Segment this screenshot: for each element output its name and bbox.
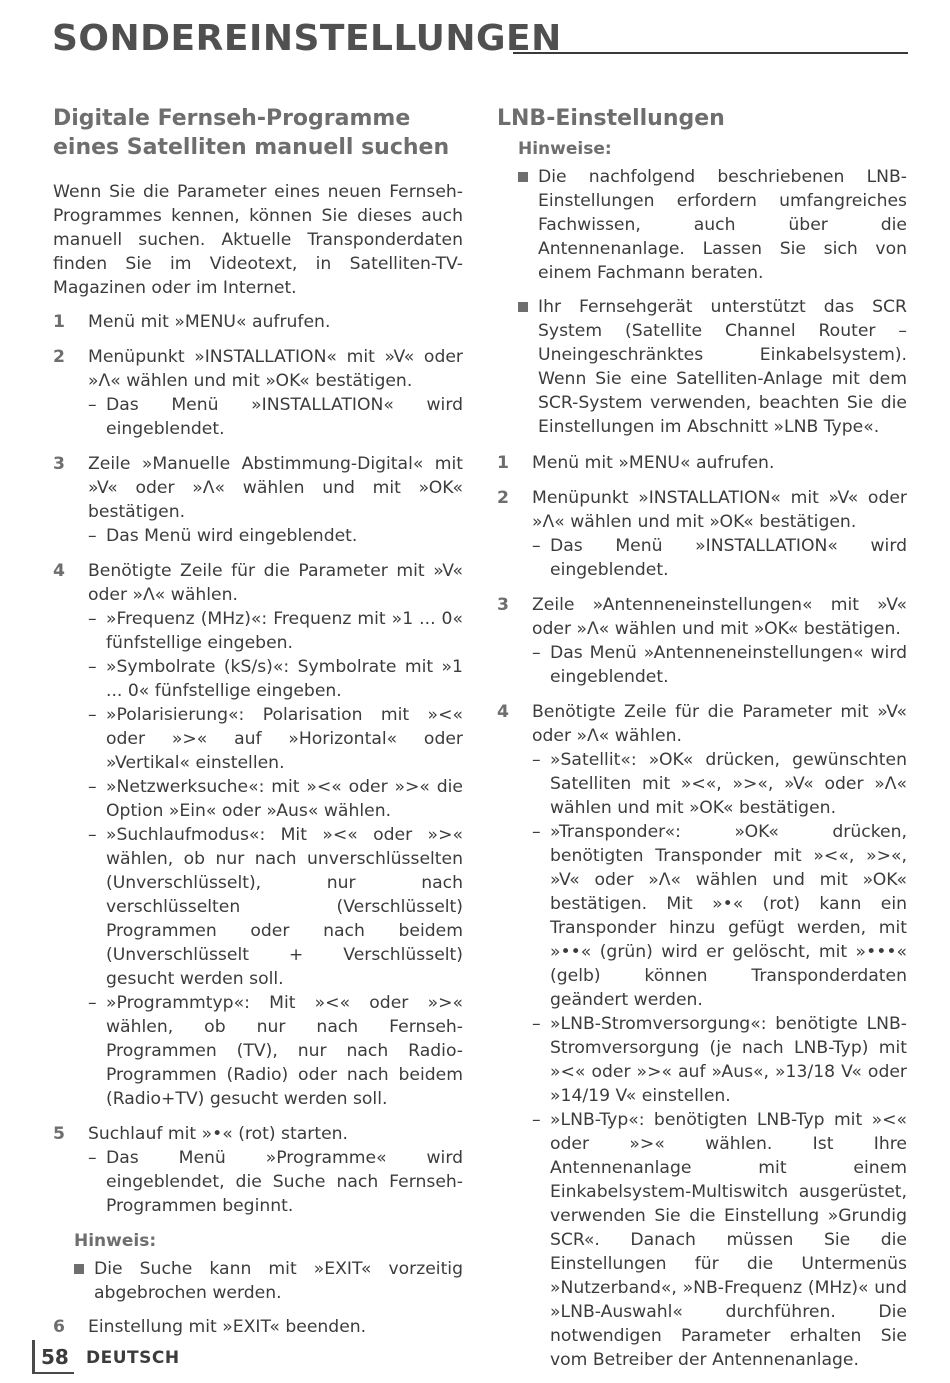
step-number: 5 bbox=[53, 1124, 65, 1144]
page-footer bbox=[32, 1340, 192, 1374]
option-satellite: – »Satellit«: »OK« drücken, gewünschten Satelliten mit »<«, »>«, »V« oder »Λ« wählen und mit »OK« bestätigen. bbox=[532, 750, 907, 818]
step-number: 2 bbox=[497, 488, 509, 508]
hints-box bbox=[518, 137, 907, 439]
step-result-text: Das Menü »INSTALLATION« wird eingeblendet. bbox=[106, 395, 463, 439]
option-symbol-rate: – »Symbolrate (kS/s)«: Symbolrate mit »1 ... 0« fünfstellige eingeben. bbox=[88, 657, 463, 701]
option-text: »Transponder«: »OK« drücken, benötigten Transponder mit »<«, »>«, »V« oder »Λ« wählen und mit »OK« bestätigen. Mit »•« (rot) kann ein Transponder hinzu gefügt werden, mit »••« (grün) wird er gelöscht, mit »•••« (gelb) können Transponderdaten geändert werden. bbox=[550, 822, 907, 1010]
step-result-text: Das Menü »Programme« wird eingeblendet, die Suche nach Fernseh-Programmen beginnt. bbox=[106, 1148, 463, 1216]
option-text: »LNB-Stromversorgung«: benötigte LNB-Stromversorgung (je nach LNB-Typ) mit »<« oder »>« auf »Aus«, »13/18 V« oder »14/19 V« einstellen. bbox=[550, 1014, 907, 1106]
option-lnb-power: – »LNB-Stromversorgung«: benötigte LNB-Stromversorgung (je nach LNB-Typ) mit »<« oder »>« auf »Aus«, »13/18 V« oder »14/19 V« einstellen. bbox=[532, 1014, 907, 1106]
footer-bar bbox=[32, 1340, 35, 1374]
option-polarization: – »Polarisierung«: Polarisation mit »<« oder »>« auf »Horizontal« oder »Vertikal« einstellen. bbox=[88, 705, 463, 773]
hint-title: Hinweis: bbox=[74, 1231, 157, 1251]
step-5 bbox=[53, 1122, 463, 1218]
option-text: »Programmtyp«: Mit »<« oder »>« wählen, ob nur nach Fernseh-Programmen (TV), nur nach Radio-Programmen (Radio) oder nach beidem (Radio+TV) gesucht werden soll. bbox=[106, 993, 463, 1109]
step-result: – Das Menü »Antenneneinstellungen« wird eingeblendet. bbox=[532, 643, 907, 687]
option-text: »Suchlaufmodus«: Mit »<« oder »>« wählen, ob nur nach unverschlüsselten (Unverschlüsselt), nur nach verschlüsselten (Verschlüsselt) Programmen oder nach beidem (Unverschlüsselt + Verschlüsselt) gesucht werden soll. bbox=[106, 825, 463, 989]
option-program-type: – »Programmtyp«: Mit »<« oder »>« wählen, ob nur nach Fernseh-Programmen (TV), nur nach Radio-Programmen (Radio) oder nach beidem (Radio+TV) gesucht werden soll. bbox=[88, 993, 463, 1109]
step-text: Menü mit »MENU« aufrufen. bbox=[88, 312, 331, 332]
page-title: SONDEREINSTELLUNGEN bbox=[52, 18, 562, 59]
left-column bbox=[53, 104, 463, 1350]
step-number: 4 bbox=[53, 561, 65, 581]
step-number: 1 bbox=[53, 312, 65, 332]
hint-item bbox=[518, 165, 907, 285]
step-text: Zeile »Antenneneinstellungen« mit »V« oder »Λ« wählen und mit »OK« bestätigen. bbox=[532, 595, 907, 639]
step-text: Einstellung mit »EXIT« beenden. bbox=[88, 1317, 367, 1337]
step-4 bbox=[53, 559, 463, 1111]
hint-text: Ihr Fernsehgerät unterstützt das SCR System (Satellite Channel Router – Uneingeschränktes Einkabelsystem). Wenn Sie eine Satelliten-Anlage mit dem SCR-System verwenden, beachten Sie die Einstellungen im Abschnitt »LNB Type«. bbox=[538, 297, 907, 437]
option-frequency: – »Frequenz (MHz)«: Frequenz mit »1 ... 0« fünfstellige eingeben. bbox=[88, 609, 463, 653]
step-number: 3 bbox=[53, 454, 65, 474]
option-text: »Netzwerksuche«: mit »<« oder »>« die Option »Ein« oder »Aus« wählen. bbox=[106, 777, 463, 821]
step-number: 3 bbox=[497, 595, 509, 615]
square-bullet-icon bbox=[518, 302, 528, 312]
right-column bbox=[497, 104, 907, 1383]
hints-title: Hinweise: bbox=[518, 139, 612, 159]
option-transponder: – »Transponder«: »OK« drücken, benötigten Transponder mit »<«, »>«, »V« oder »Λ« wählen und mit »OK« bestätigen. Mit »•« (rot) kann ein Transponder hinzu gefügt werden, mit »••« (grün) wird er gelöscht, mit »•••« (gelb) können Transponderdaten geändert werden. bbox=[532, 822, 907, 1010]
title-rule bbox=[513, 52, 908, 54]
option-text: »LNB-Typ«: benötigten LNB-Typ mit »<« oder »>« wählen. Ist Ihre Antennenanlage mit einem Einkabelsystem-Multiswitch ausgerüstet, verwenden Sie die Einstellung »Grundig SCR«. Danach müssen Sie die Einstellungen für die Untermenüs »Nutzerband«, »NB-Frequenz (MHz)« und »LNB-Auswahl« durchführen. Die notwendigen Parameter erhalten Sie vom Betreiber der Antennenanlage. bbox=[550, 1110, 907, 1370]
step-text: Benötigte Zeile für die Parameter mit »V« oder »Λ« wählen. bbox=[88, 561, 463, 605]
square-bullet-icon bbox=[518, 172, 528, 182]
hint-item bbox=[74, 1257, 463, 1305]
step-result: – Das Menü »INSTALLATION« wird eingeblendet. bbox=[532, 536, 907, 580]
option-search-mode: – »Suchlaufmodus«: Mit »<« oder »>« wählen, ob nur nach unverschlüsselten (Unverschlüsselt), nur nach verschlüsselten (Verschlüsselt) Programmen oder nach beidem (Unverschlüsselt + Verschlüsselt) gesucht werden soll. bbox=[88, 825, 463, 989]
step-1 bbox=[497, 451, 907, 475]
step-number: 2 bbox=[53, 347, 65, 367]
hint-box bbox=[74, 1229, 463, 1305]
square-bullet-icon bbox=[74, 1264, 84, 1274]
section-heading-manual-search: Digitale Fernseh-Programme eines Satelliten manuell suchen bbox=[53, 106, 450, 160]
step-text: Benötigte Zeile für die Parameter mit »V« oder »Λ« wählen. bbox=[532, 702, 907, 746]
step-result: – Das Menü wird eingeblendet. bbox=[88, 526, 358, 546]
option-network-search: – »Netzwerksuche«: mit »<« oder »>« die Option »Ein« oder »Aus« wählen. bbox=[88, 777, 463, 821]
option-text: »Symbolrate (kS/s)«: Symbolrate mit »1 ... 0« fünfstellige eingeben. bbox=[106, 657, 463, 701]
page-language: DEUTSCH bbox=[86, 1348, 180, 1368]
step-text: Suchlauf mit »•« (rot) starten. bbox=[88, 1124, 348, 1144]
step-result: – Das Menü »Programme« wird eingeblendet, die Suche nach Fernseh-Programmen beginnt. bbox=[88, 1148, 463, 1216]
step-number: 6 bbox=[53, 1317, 65, 1337]
page-number: 58 bbox=[41, 1345, 69, 1369]
intro-paragraph: Wenn Sie die Parameter eines neuen Fernseh-Programmes kennen, können Sie dieses auch manuell suchen. Aktuelle Transponderdaten finden Sie im Videotext, in Satelliten-TV-Magazinen oder im Internet. bbox=[53, 182, 463, 298]
step-result-text: Das Menü »Antenneneinstellungen« wird eingeblendet. bbox=[550, 643, 907, 687]
option-text: »Polarisierung«: Polarisation mit »<« oder »>« auf »Horizontal« oder »Vertikal« einstellen. bbox=[106, 705, 463, 773]
hint-item bbox=[518, 295, 907, 439]
step-3 bbox=[497, 593, 907, 689]
step-number: 1 bbox=[497, 453, 509, 473]
step-result-text: Das Menü wird eingeblendet. bbox=[106, 526, 358, 546]
step-1 bbox=[53, 310, 463, 334]
step-result: – Das Menü »INSTALLATION« wird eingeblendet. bbox=[88, 395, 463, 439]
section-heading-lnb: LNB-Einstellungen bbox=[497, 106, 725, 131]
step-2 bbox=[53, 345, 463, 441]
option-lnb-type: – »LNB-Typ«: benötigten LNB-Typ mit »<« oder »>« wählen. Ist Ihre Antennenanlage mit einem Einkabelsystem-Multiswitch ausgerüstet, verwenden Sie die Einstellung »Grundig SCR«. Danach müssen Sie die Einstellungen für die Untermenüs »Nutzerband«, »NB-Frequenz (MHz)« und »LNB-Auswahl« durchführen. Die notwendigen Parameter erhalten Sie vom Betreiber der Antennenanlage. bbox=[532, 1110, 907, 1370]
step-result-text: Das Menü »INSTALLATION« wird eingeblendet. bbox=[550, 536, 907, 580]
option-text: »Frequenz (MHz)«: Frequenz mit »1 ... 0« fünfstellige eingeben. bbox=[106, 609, 463, 653]
step-3 bbox=[53, 452, 463, 548]
hint-text: Die nachfolgend beschriebenen LNB-Einstellungen erfordern umfangreiches Fachwissen, auch über die Antennenanlage. Lassen Sie sich von einem Fachmann beraten. bbox=[538, 167, 907, 283]
hint-text: Die Suche kann mit »EXIT« vorzeitig abgebrochen werden. bbox=[94, 1259, 463, 1303]
step-text: Menüpunkt »INSTALLATION« mit »V« oder »Λ« wählen und mit »OK« bestätigen. bbox=[532, 488, 907, 532]
option-text: »Satellit«: »OK« drücken, gewünschten Satelliten mit »<«, »>«, »V« oder »Λ« wählen und mit »OK« bestätigen. bbox=[550, 750, 907, 818]
step-4 bbox=[497, 700, 907, 1372]
step-text: Zeile »Manuelle Abstimmung-Digital« mit »V« oder »Λ« wählen und mit »OK« bestätigen. bbox=[88, 454, 463, 522]
step-6 bbox=[53, 1315, 463, 1339]
step-text: Menü mit »MENU« aufrufen. bbox=[532, 453, 775, 473]
step-number: 4 bbox=[497, 702, 509, 722]
step-text: Menüpunkt »INSTALLATION« mit »V« oder »Λ« wählen und mit »OK« bestätigen. bbox=[88, 347, 463, 391]
step-2 bbox=[497, 486, 907, 582]
